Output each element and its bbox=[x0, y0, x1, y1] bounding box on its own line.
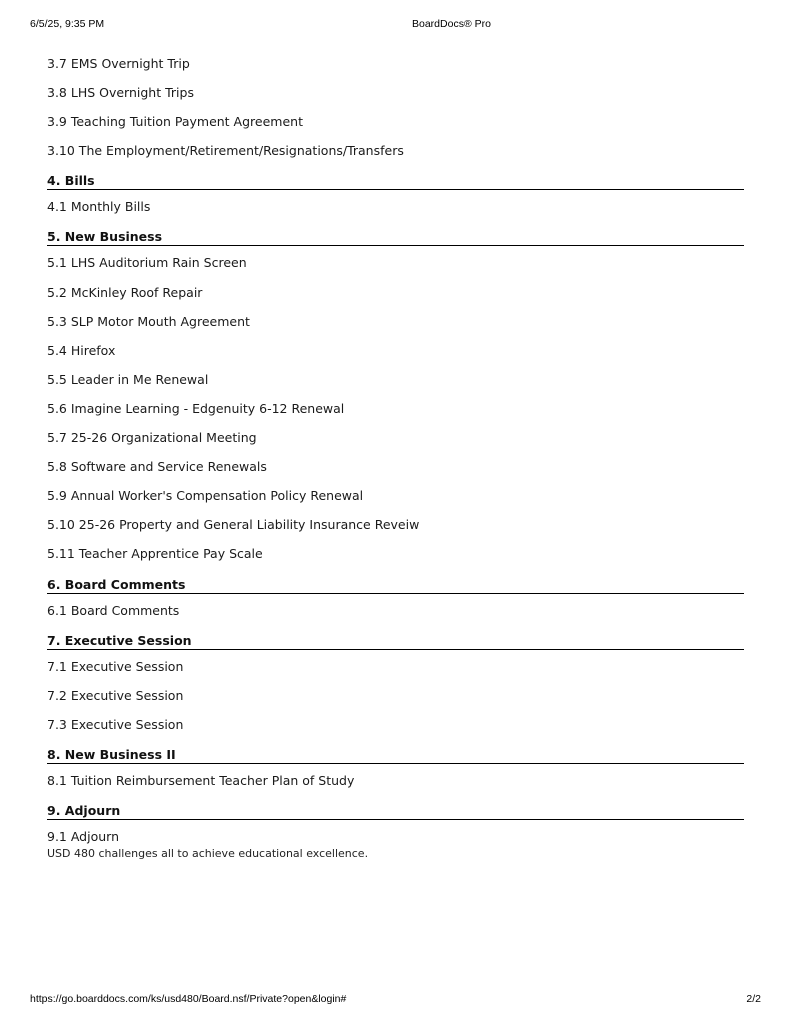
agenda-item[interactable]: 5.5 Leader in Me Renewal bbox=[47, 371, 209, 387]
page-number: 2/2 bbox=[746, 993, 761, 1005]
agenda-item[interactable]: 5.8 Software and Service Renewals bbox=[47, 459, 267, 475]
agenda-item[interactable]: 9.1 Adjourn bbox=[47, 828, 120, 844]
agenda-item[interactable]: 6.1 Board Comments bbox=[47, 602, 180, 618]
section-heading-new-business: 5. New Business bbox=[47, 229, 744, 246]
agenda-list bbox=[47, 56, 744, 861]
agenda-item[interactable]: 3.7 EMS Overnight Trip bbox=[47, 56, 190, 71]
print-title: BoardDocs® Pro bbox=[412, 18, 491, 30]
agenda-item[interactable]: 3.10 The Employment/Retirement/Resignations/Transfers bbox=[47, 143, 404, 159]
agenda-item[interactable]: 7.2 Executive Session bbox=[47, 687, 184, 703]
agenda-item[interactable]: 5.6 Imagine Learning - Edgenuity 6-12 Renewal bbox=[47, 400, 345, 416]
agenda-item[interactable]: 5.4 Hirefox bbox=[47, 342, 116, 358]
agenda-item[interactable]: 7.3 Executive Session bbox=[47, 716, 184, 732]
agenda-item[interactable]: 7.1 Executive Session bbox=[47, 658, 184, 674]
agenda-item[interactable]: 5.7 25-26 Organizational Meeting bbox=[47, 430, 257, 446]
section-heading-adjourn: 9. Adjourn bbox=[47, 803, 744, 820]
agenda-item[interactable]: 5.9 Annual Worker's Compensation Policy Renewal bbox=[47, 488, 364, 504]
agenda-item[interactable]: 4.1 Monthly Bills bbox=[47, 199, 151, 215]
agenda-item[interactable]: 3.8 LHS Overnight Trips bbox=[47, 85, 194, 101]
agenda-item[interactable]: 5.1 LHS Auditorium Rain Screen bbox=[47, 255, 247, 271]
mission-statement: USD 480 challenges all to achieve educational excellence. bbox=[47, 846, 369, 860]
agenda-item[interactable]: 5.11 Teacher Apprentice Pay Scale bbox=[47, 546, 263, 562]
print-url: https://go.boarddocs.com/ks/usd480/Board.nsf/Private?open&login# bbox=[30, 993, 347, 1005]
agenda-item[interactable]: 5.10 25-26 Property and General Liability Insurance Reveiw bbox=[47, 517, 420, 533]
print-datetime: 6/5/25, 9:35 PM bbox=[30, 18, 105, 30]
agenda-item[interactable]: 8.1 Tuition Reimbursement Teacher Plan of Study bbox=[47, 772, 355, 788]
section-heading-executive-session: 7. Executive Session bbox=[47, 633, 744, 650]
agenda-item[interactable]: 3.9 Teaching Tuition Payment Agreement bbox=[47, 114, 303, 130]
agenda-item[interactable]: 5.2 McKinley Roof Repair bbox=[47, 284, 203, 300]
section-heading-board-comments: 6. Board Comments bbox=[47, 577, 744, 594]
print-header bbox=[0, 18, 791, 32]
agenda-item[interactable]: 5.3 SLP Motor Mouth Agreement bbox=[47, 313, 250, 329]
section-heading-bills: 4. Bills bbox=[47, 173, 744, 190]
print-footer bbox=[0, 993, 791, 1007]
section-heading-new-business-ii: 8. New Business II bbox=[47, 747, 744, 764]
